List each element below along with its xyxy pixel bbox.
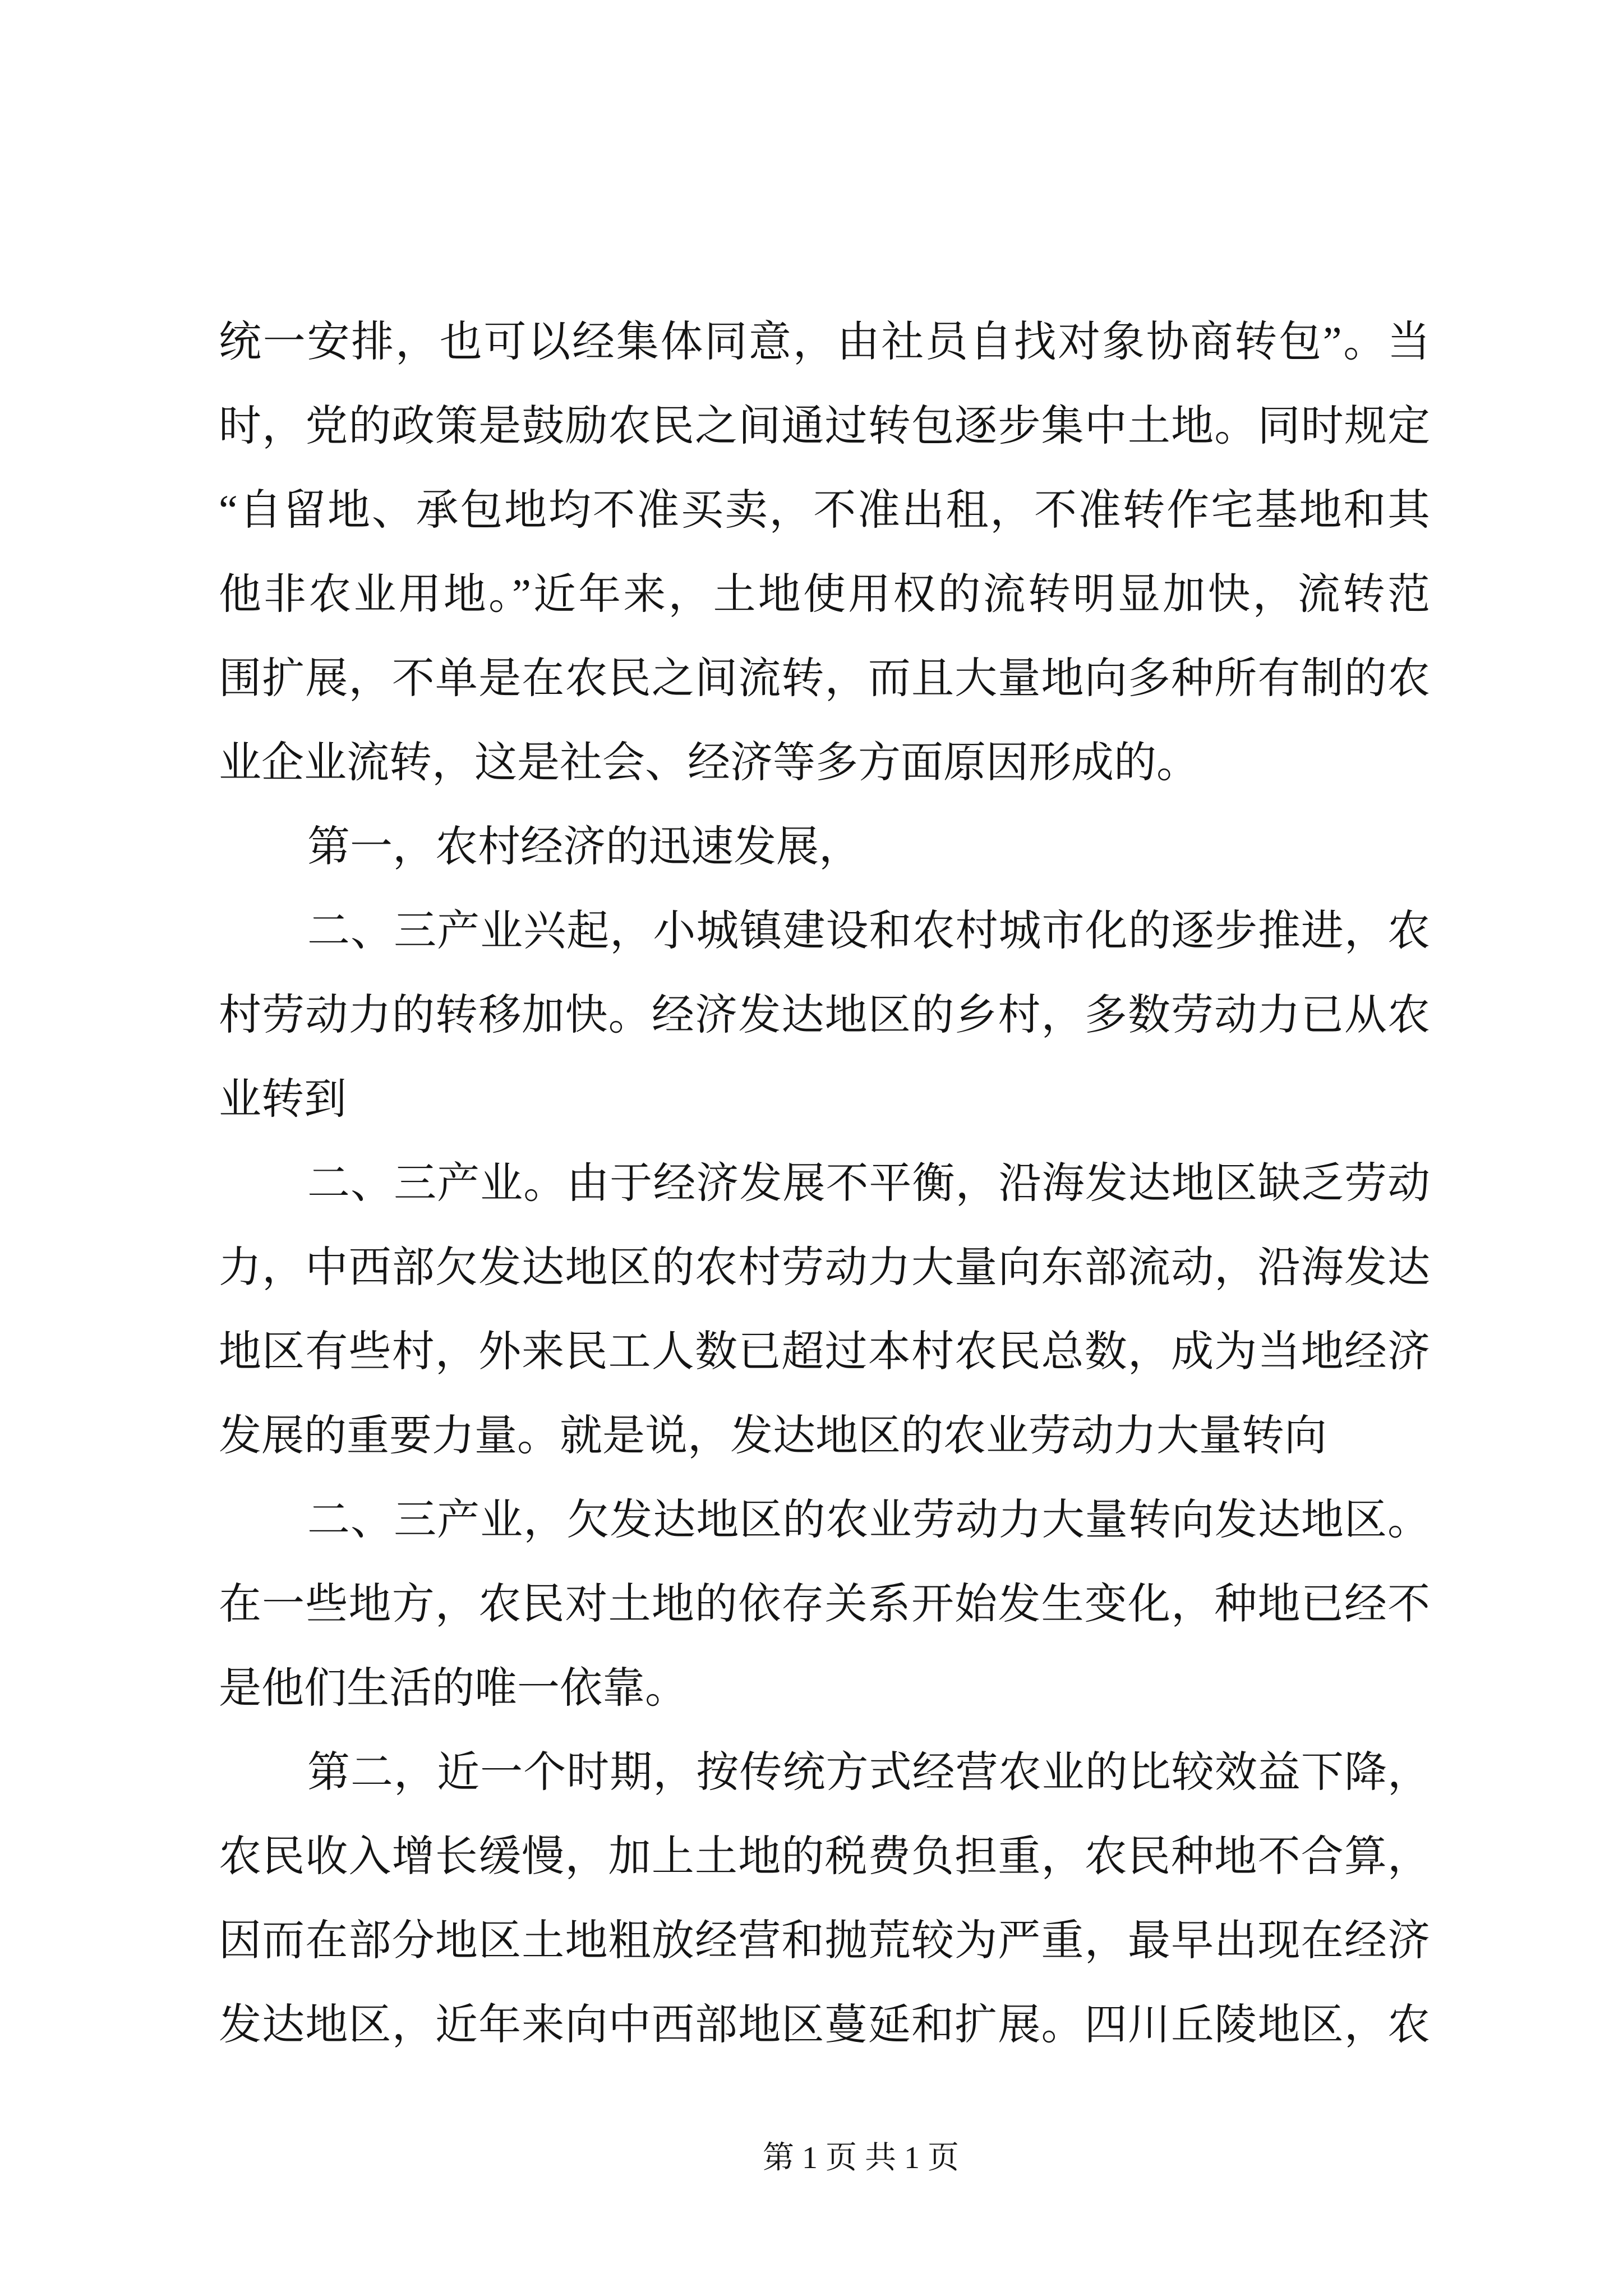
paragraph — [219, 300, 1430, 805]
text-line: 村劳动力的转移加快。经济发达地区的乡村，多数劳动力已从农 — [219, 992, 1430, 1039]
text-line: 第二，近一个时期，按传统方式经营农业的比较效益下降， — [307, 1749, 1430, 1796]
text-line: 地区有些村，外来民工人数已超过本村农民总数，成为当地经济 — [219, 1328, 1430, 1375]
paragraph — [219, 1142, 1430, 1478]
text-line: 第一，农村经济的迅速发展， — [307, 823, 861, 871]
paragraph — [219, 889, 1430, 1142]
text-line: 统一安排，也可以经集体同意，由社员自找对象协商转包”。当 — [219, 319, 1430, 366]
text-line: 因而在部分地区土地粗放经营和抛荒较为严重，最早出现在经济 — [219, 1917, 1430, 1964]
text-line: 在一些地方，农民对土地的依存关系开始发生变化，种地已经不 — [219, 1581, 1430, 1628]
text-line: 农民收入增长缓慢，加上土地的税费负担重，农民种地不合算， — [219, 1833, 1430, 1880]
text-line: 二、三产业。由于经济发展不平衡，沿海发达地区缺乏劳动 — [307, 1160, 1430, 1207]
text-line: 是他们生活的唯一依靠。 — [219, 1665, 688, 1712]
text-line: 发展的重要力量。就是说，发达地区的农业劳动力大量转向 — [219, 1412, 1327, 1460]
paragraph — [219, 805, 1430, 889]
text-line: 发达地区，近年来向中西部地区蔓延和扩展。四川丘陵地区，农 — [219, 2001, 1430, 2049]
text-line: 二、三产业，欠发达地区的农业劳动力大量转向发达地区。 — [307, 1497, 1430, 1544]
text-line: 业企业流转，这是社会、经济等多方面原因形成的。 — [219, 739, 1199, 786]
document-body — [219, 300, 1430, 2067]
text-line: 时，党的政策是鼓励农民之间通过转包逐步集中土地。同时规定 — [219, 403, 1430, 450]
paragraph — [219, 1731, 1430, 2067]
text-line: 他非农业用地。”近年来，土地使用权的流转明显加快，流转范 — [219, 571, 1430, 618]
text-line: “自留地、承包地均不准买卖，不准出租，不准转作宅基地和其 — [219, 487, 1430, 534]
page-footer: 第 1 页 共 1 页 — [763, 2141, 959, 2175]
text-line: 力，中西部欠发达地区的农村劳动力大量向东部流动，沿海发达 — [219, 1244, 1430, 1291]
text-line: 二、三产业兴起，小城镇建设和农村城市化的逐步推进，农 — [307, 908, 1430, 955]
text-line: 业转到 — [219, 1076, 347, 1123]
paragraph — [219, 1478, 1430, 1731]
text-line: 围扩展，不单是在农民之间流转，而且大量地向多种所有制的农 — [219, 655, 1430, 702]
